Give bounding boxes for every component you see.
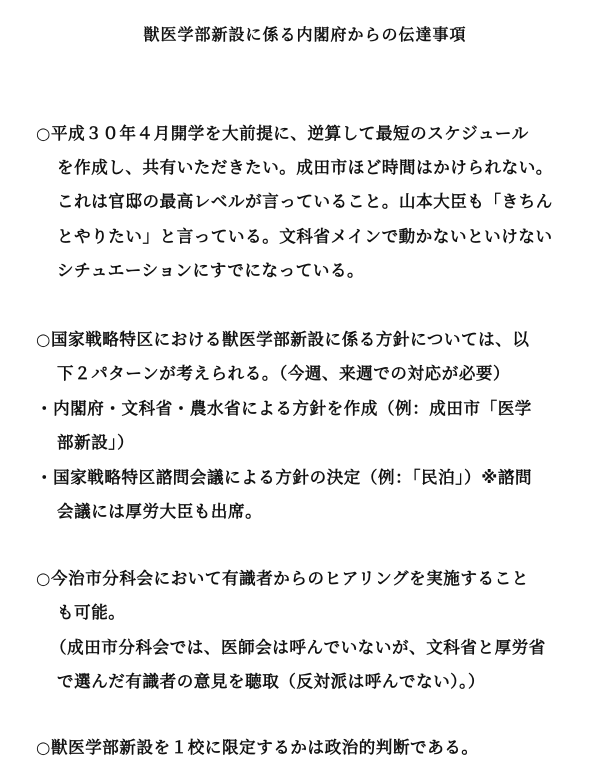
section-3-line-2: も可能。 [57,603,126,622]
section-1-line-4: とやりたい」と言っている。文科省メインで動かないといけない [57,227,553,246]
section-3-line-4: で選んだ有識者の意見を聴取（反対派は呼んでない）。） [57,672,486,691]
bullet-2-line-2: 会議には厚労大臣も出席。 [57,502,263,521]
section-1-line-5: シチュエーションにすでになっている。 [57,261,365,280]
bullet-1-line-1: ・内閣府・文科省・農水省による方針を作成（例：成田市「医学 [36,399,532,418]
section-3-line-1: ○今治市分科会において有識者からのヒアリングを実施すること [36,569,529,588]
section-2-line-1: ○国家戦略特区における獣医学部新設に係る方針については、以 [36,330,530,349]
section-3-line-3: （成田市分科会では、医師会は呼んでいないが、文科省と厚労省 [50,638,546,657]
section-2-line-2: 下２パターンが考えられる。（今週、来週での対応が必要） [57,364,511,383]
bullet-1-line-2: 部新設」） [57,433,135,452]
section-1-line-1: ○平成３０年４月開学を大前提に、逆算して最短のスケジュール [36,124,529,143]
section-4-line-1: ○獣医学部新設を１校に限定するかは政治的判断である。 [36,738,479,757]
document-title: 獣医学部新設に係る内閣府からの伝達事項 [143,25,467,44]
bullet-2-line-1: ・国家戦略特区諮問会議による方針の決定（例：「民泊」）※諮問 [36,468,533,487]
section-1-line-3: これは官邸の最高レベルが言っていること。山本大臣も「きちん [57,192,553,211]
section-1-line-2: を作成し、共有いただきたい。成田市ほど時間はかけられない。 [57,158,553,177]
